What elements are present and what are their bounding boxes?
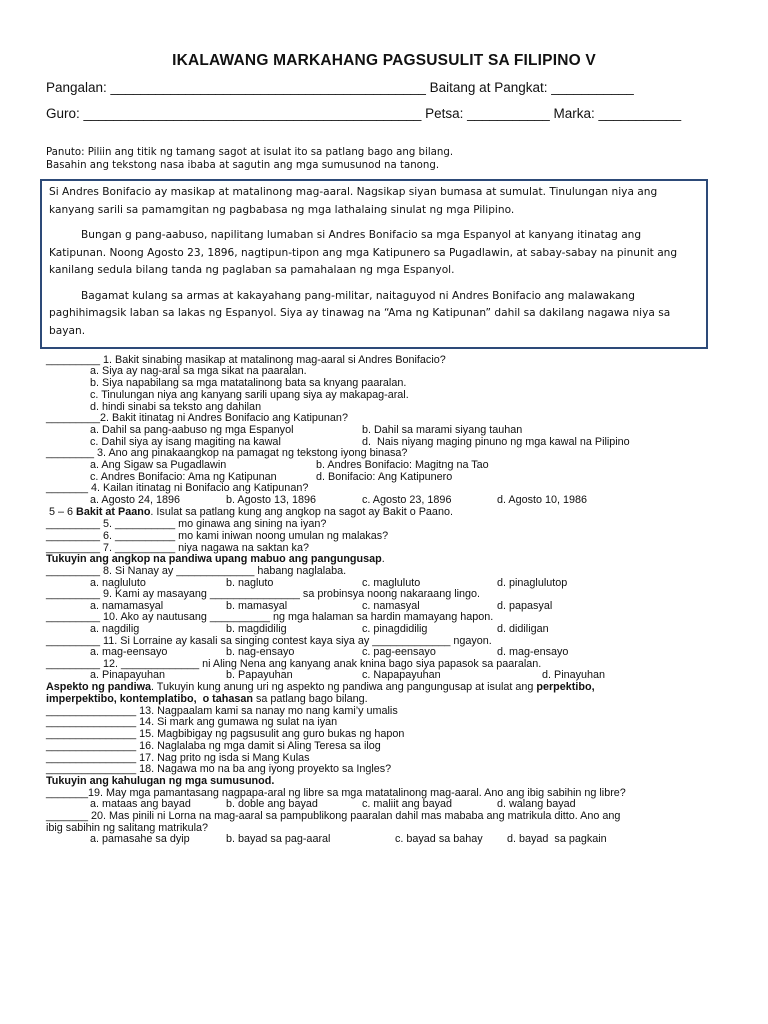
reading-passage: [40, 179, 708, 349]
choice: d. bayad sa pagkain: [507, 833, 607, 845]
choice: c. magluluto: [362, 577, 421, 589]
question-18: _______________ 18. Nagawa mo na ba ang iyong proyekto sa Ingles?: [46, 763, 392, 775]
passage-paragraph: Bagamat kulang sa armas at kakayahang pang-militar, naitaguyod ni Andres Bonifacio ang malawakang paghihimagsik laban sa lakas ng Espanyol. Siya ay tinawag na “Ama ng Katipunan” dahil sa dakilang nagawa niya sa bayan.: [49, 289, 671, 337]
passage-paragraph: Bungan g pang-aabuso, napilitang lumaban si Andres Bonifacio sa mga Espanyol at kanyang itinatag ang Katipunan. Noong Agosto 23, 1896, nagtipun-tipon ang mga Katipunero sa Pugadlawin, at sabay-sabay na pinunit ang kanilang sedula bilang tanda ng paglaban sa pamahalaan ng mga Espanyol.: [49, 229, 678, 276]
question-4: _______ 4. Kailan itinatag ni Bonifacio ang Katipunan?: [46, 482, 309, 494]
question-6: _________ 6. __________ mo kami iniwan noong umulan ng malakas?: [46, 530, 389, 542]
passage-paragraph: Si Andres Bonifacio ay masikap at matalinong mag-aaral. Nagsikap siyan bumasa at sumulat. Tinulungan niya ang kanyang sarili sa pamamgitan ng pagbabasa ng mga lathalaing sinulat ng mga Pilipino.: [49, 186, 658, 216]
choice: a. namamasyal: [90, 600, 164, 612]
question-8: _________ 8. Si Nanay ay _____________ habang naglalaba.: [46, 565, 347, 577]
question-3: ________ 3. Ano ang pinakaangkop na pamagat ng tekstong iyong binasa?: [46, 447, 408, 459]
section-8-12-heading: Tukuyin ang angkop na pandiwa upang mabuo ang pangungusap.: [46, 553, 385, 565]
question-20: _______ 20. Mas pinili ni Lorna na mag-aaral sa pampublikong paaralan dahil mas mababa ang matrikula ditto. Ano ang: [46, 810, 621, 822]
choice: b. mamasyal: [226, 600, 288, 612]
choice: a. Agosto 24, 1896: [90, 494, 181, 506]
choice: c. pag-eensayo: [362, 646, 436, 658]
question-1: _________ 1. Bakit sinabing masikap at matalinong mag-aaral si Andres Bonifacio?: [46, 354, 446, 366]
question-19: _______19. May mga pamantasang nagpapa-aral ng libre sa mga matatalinong mag-aaral. Ano ang ibig sabihin ng libre?: [46, 787, 626, 799]
choice: b. magdidilig: [226, 623, 287, 635]
choice: a. Siya ay nag-aral sa mga sikat na paaralan.: [90, 365, 307, 377]
question-17: _______________ 17. Nag prito ng isda si Mang Kulas: [46, 752, 310, 764]
choice: a. pamasahe sa dyip: [90, 833, 190, 845]
section-13-18-heading-cont: imperpektibo, kontemplatibo, o tahasan sa patlang bago bilang.: [46, 693, 368, 705]
question-10: _________ 10. Ako ay nautusang __________ ng mga halaman sa hardin mamayang hapon.: [46, 611, 494, 623]
question-16: _______________ 16. Naglalaba ng mga damit si Aling Teresa sa ilog: [46, 740, 381, 752]
choice: d. hindi sinabi sa teksto ang dahilan: [90, 401, 262, 413]
choice: b. Andres Bonifacio: Magitng na Tao: [316, 459, 489, 471]
question-15: _______________ 15. Magbibigay ng pagsusulit ang guro bukas ng hapon: [46, 728, 405, 740]
choice: c. Napapayuhan: [362, 669, 441, 681]
question-11: _________ 11. Si Lorraine ay kasali sa singing contest kaya siya ay _____________ ngayon.: [46, 635, 492, 647]
choice: d. didiligan: [497, 623, 549, 635]
choice: b. Dahil sa marami siyang tauhan: [362, 424, 523, 436]
teacher-date-score-line: Guro: _____________________________________________ Petsa: ___________ Marka: ___________: [46, 106, 682, 121]
choice: d. pinaglulutop: [497, 577, 568, 589]
choice: a. mag-eensayo: [90, 646, 168, 658]
choice: b. Papayuhan: [226, 669, 293, 681]
instruction-1: Panuto: Piliin ang titik ng tamang sagot at isulat ito sa patlang bago ang bilang.: [46, 147, 454, 158]
choice: c. Andres Bonifacio: Ama ng Katipunan: [90, 471, 277, 483]
choice: c. maliit ang bayad: [362, 798, 453, 810]
choice: b. Agosto 13, 1896: [226, 494, 317, 506]
choice: d. mag-ensayo: [497, 646, 569, 658]
choice: d. Agosto 10, 1986: [497, 494, 588, 506]
instruction-2: Basahin ang tekstong nasa ibaba at sagutin ang mga sumusunod na tanong.: [46, 160, 440, 171]
choice: c. bayad sa bahay: [395, 833, 483, 845]
question-14: _______________ 14. Si mark ang gumawa ng sulat na iyan: [46, 716, 338, 728]
question-20-cont: ibig sabihin ng salitang matrikula?: [46, 822, 209, 834]
choice: d. Nais niyang maging pinuno ng mga kawal na Pilipino: [362, 436, 630, 448]
section-19-20-heading: Tukuyin ang kahulugan ng mga sumusunod.: [46, 775, 275, 787]
choice: d. Pinayuhan: [542, 669, 606, 681]
choice: c. pinagdidilig: [362, 623, 428, 635]
choice: d. walang bayad: [497, 798, 576, 810]
question-5: _________ 5. __________ mo ginawa ang sining na iyan?: [46, 518, 327, 530]
question-12: _________ 12. _____________ ni Aling Nena ang kanyang anak knina bago siya papasok sa paaralan.: [46, 658, 542, 670]
section-13-18-heading: Aspekto ng pandiwa. Tukuyin kung anung uri ng aspekto ng pandiwa ang pangungusap at isulat ang perpektibo,: [46, 681, 595, 693]
question-7: _________ 7. __________ niya nagawa na saktan ka?: [46, 542, 309, 554]
choice: c. Tinulungan niya ang kanyang sarili upang siya ay makapag-aral.: [90, 389, 409, 401]
choice: b. doble ang bayad: [226, 798, 318, 810]
section-5-6-heading: 5 – 6 Bakit at Paano. Isulat sa patlang kung ang angkop na sagot ay Bakit o Paano.: [46, 506, 453, 518]
question-9: _________ 9. Kami ay masayang _______________ sa probinsya noong nakaraang lingo.: [46, 588, 481, 600]
choice: c. Dahil siya ay isang magiting na kawal: [90, 436, 281, 448]
choice: a. mataas ang bayad: [90, 798, 191, 810]
choice: a. Pinapayuhan: [90, 669, 166, 681]
choice: b. nagluto: [226, 577, 274, 589]
choice: a. Ang Sigaw sa Pugadlawin: [90, 459, 227, 471]
choice: c. Agosto 23, 1896: [362, 494, 452, 506]
exam-title: IKALAWANG MARKAHANG PAGSUSULIT SA FILIPINO V: [172, 52, 596, 69]
choice: a. nagdilig: [90, 623, 140, 635]
choice: b. nag-ensayo: [226, 646, 295, 658]
choice: b. Siya napabilang sa mga matatalinong bata sa knyang paaralan.: [90, 377, 407, 389]
choice: b. bayad sa pag-aaral: [226, 833, 331, 845]
choice: d. Bonifacio: Ang Katipunero: [316, 471, 453, 483]
name-grade-line: Pangalan: __________________________________________ Baitang at Pangkat: ___________: [46, 80, 634, 95]
choice: a. Dahil sa pang-aabuso ng mga Espanyol: [90, 424, 294, 436]
choice: c. namasyal: [362, 600, 420, 612]
choice: d. papasyal: [497, 600, 553, 612]
choice: a. nagluluto: [90, 577, 146, 589]
question-13: _______________ 13. Nagpaalam kami sa nanay mo nang kami’y umalis: [46, 705, 398, 717]
question-2: _________2. Bakit itinatag ni Andres Bonifacio ang Katipunan?: [46, 412, 348, 424]
